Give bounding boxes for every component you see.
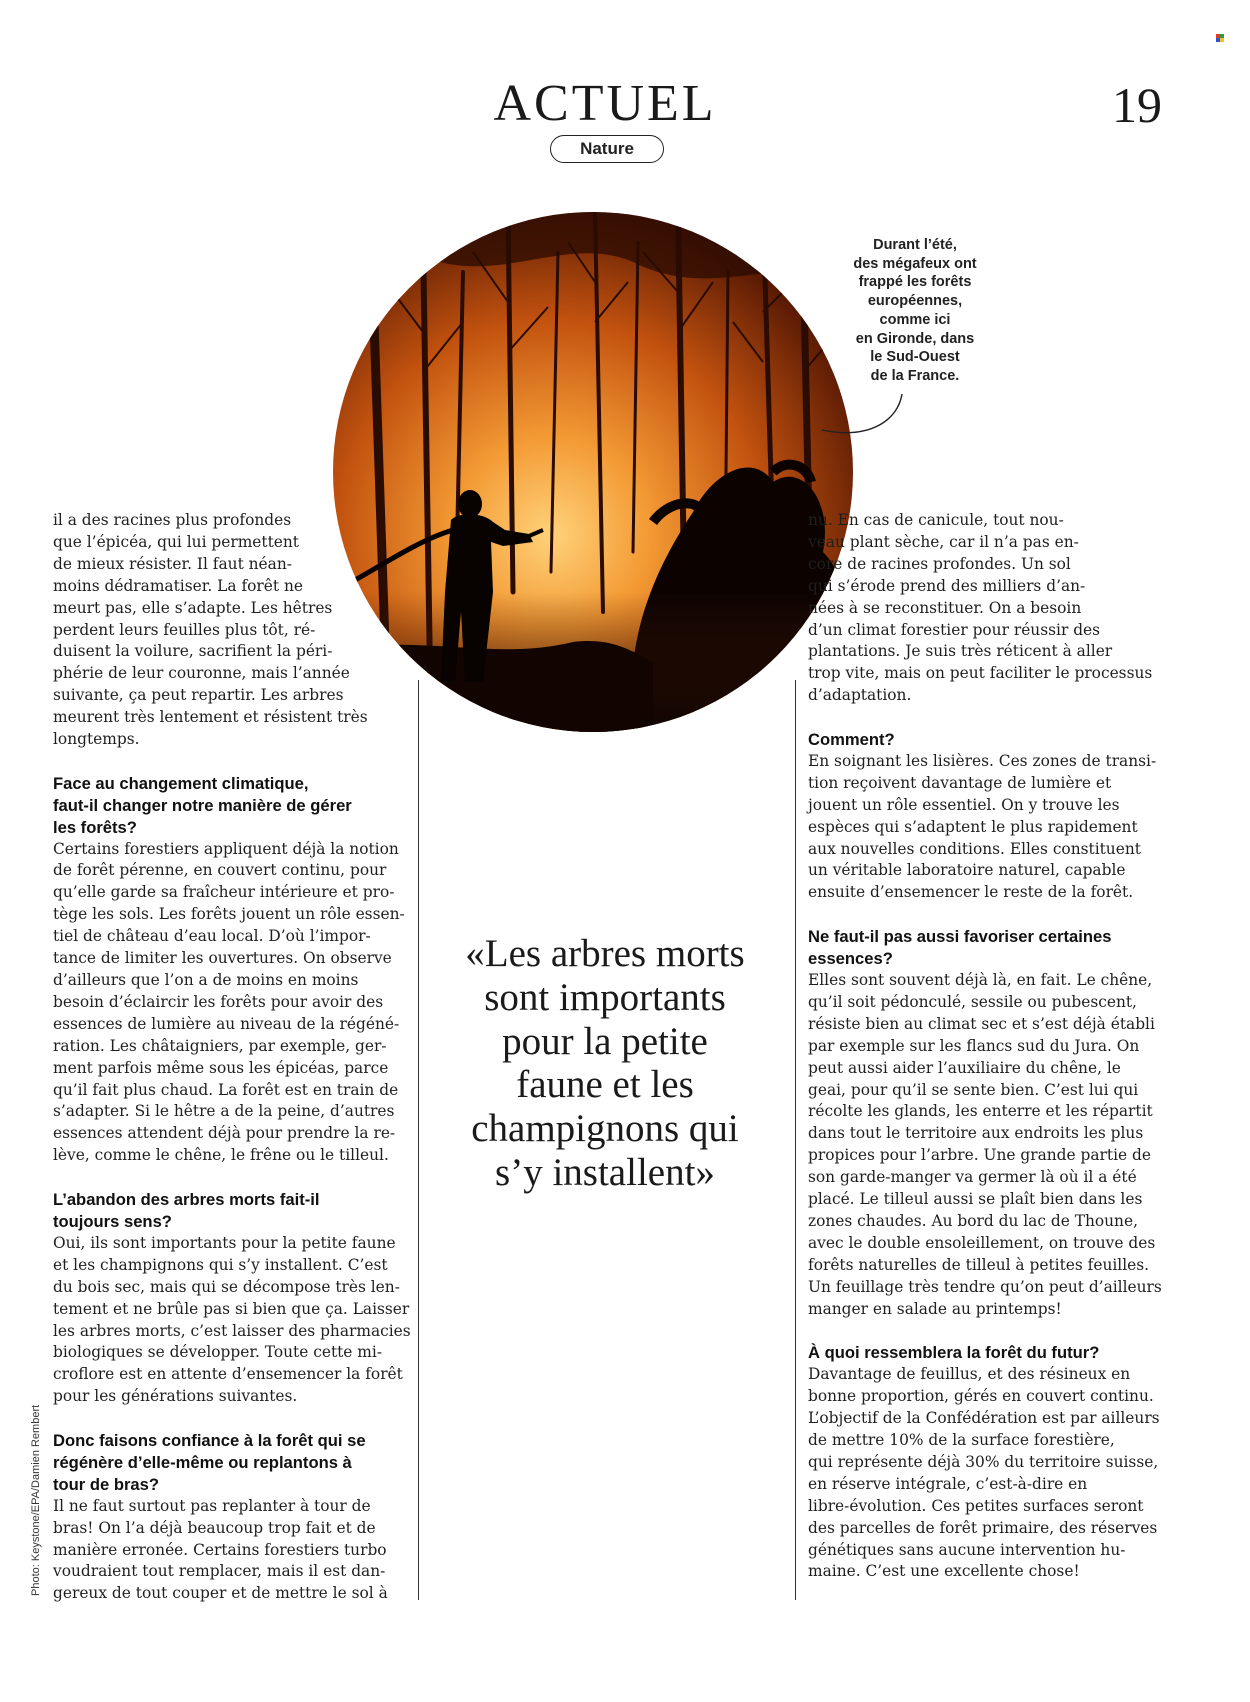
text-line: les arbres morts, c’est laisser des pharmacies (53, 1321, 411, 1340)
left-text-column (53, 510, 413, 1605)
text-line: s’adapter. Si le hêtre a de la peine, d’autres (53, 1102, 395, 1121)
text-line: ment parfois même sous les épicéas, parce (53, 1058, 389, 1077)
text-line: libre-évolution. Ces petites surfaces seront (808, 1496, 1144, 1515)
text-line: avec le double ensoleillement, on trouve des (808, 1233, 1156, 1252)
text-line: essences attendent déjà pour prendre la re- (53, 1124, 396, 1143)
text-line: jouent un rôle essentiel. On y trouve les (808, 795, 1120, 814)
caption-line: comme ici (879, 311, 951, 328)
text-line: suivante, ça peut repartir. Les arbres (53, 686, 344, 705)
caption-line: le Sud-Ouest (870, 349, 960, 366)
question-line: Comment? (808, 730, 895, 750)
text-line: tement et ne brûle pas si bien que ça. Laisser (53, 1299, 410, 1318)
text-line: propices pour l’arbre. Une grande partie de (808, 1146, 1151, 1165)
text-line: lève, comme le chêne, le frêne ou le tilleul. (53, 1146, 389, 1165)
caption-pointer-icon (820, 390, 910, 450)
text-line: qui s’érode prend des milliers d’an- (808, 576, 1086, 595)
caption-line: de la France. (870, 367, 960, 384)
text-line: Certains forestiers appliquent déjà la notion (53, 839, 399, 858)
pull-quote-line: faune et les (516, 1063, 694, 1107)
text-line: en réserve intégrale, c’est-à-dire en (808, 1474, 1088, 1493)
text-line: tion reçoivent davantage de lumière et (808, 773, 1112, 792)
pull-quote (440, 932, 770, 1195)
text-line: ration. Les châtaigniers, par exemple, ger- (53, 1036, 387, 1055)
text-line: de mettre 10% de la surface forestière, (808, 1431, 1115, 1450)
question-line: faut-il changer notre manière de gérer (53, 795, 352, 815)
caption-line: en Gironde, dans (855, 330, 975, 347)
text-line: moins dédramatiser. La forêt ne (53, 576, 303, 595)
text-line: Un feuillage très tendre qu’on peut d’ailleurs (808, 1277, 1162, 1296)
text-line: En soignant les lisières. Ces zones de transi- (808, 751, 1157, 770)
text-line: duisent la voilure, sacrifient la péri- (53, 642, 333, 661)
pull-quote-line: s’y installent» (495, 1150, 715, 1194)
text-line: Elles sont souvent déjà là, en fait. Le chêne, (808, 971, 1153, 989)
text-line: génétiques sans aucune intervention hu- (808, 1540, 1126, 1559)
question-line: L’abandon des arbres morts fait-il (53, 1190, 320, 1210)
text-line: zones chaudes. Au bord du lac de Thoune, (808, 1211, 1138, 1230)
rubric-badge: Nature (550, 135, 664, 163)
text-line: perdent leurs feuilles plus tôt, ré- (53, 620, 316, 639)
text-line: espèces qui s’adaptent le plus rapidement (808, 817, 1138, 836)
question-line: toujours sens? (53, 1211, 172, 1231)
question-line: les forêts? (53, 817, 137, 837)
photo-credit: Photo: Keystone/EPA/Damien Rembert (30, 1404, 42, 1596)
text-line: d’adaptation. (808, 686, 912, 705)
text-line: par exemple sur les flancs sud du Jura. On (808, 1036, 1140, 1055)
text-line: tège les sols. Les forêts jouent un rôle essen- (53, 905, 405, 924)
text-line: maine. C’est une excellente chose! (808, 1562, 1080, 1581)
paragraph (808, 510, 1160, 707)
text-line: son garde-manger va germer là où il a été (808, 1168, 1137, 1187)
text-line: meurent très lentement et résistent très (53, 708, 368, 727)
text-line: peut aussi aider l’auxiliaire du chêne, le (808, 1058, 1121, 1077)
text-line: que l’épicéa, qui lui permettent (53, 532, 299, 551)
text-line: L’objectif de la Confédération est par ailleurs (808, 1409, 1160, 1428)
interview-answer (53, 1233, 413, 1408)
text-line: essences de lumière au niveau de la régéné- (53, 1014, 400, 1033)
text-line: et les champignons qui s’y installent. C’est (53, 1255, 388, 1274)
section-title: ACTUEL (493, 75, 717, 132)
text-line: meurt pas, elle s’adapte. Les hêtres (53, 598, 333, 617)
text-line: gereux de tout couper et de mettre le sol à (53, 1584, 388, 1603)
pull-quote-line: sont importants (484, 975, 726, 1019)
column-divider (795, 680, 796, 1600)
text-line: placé. Le tilleul aussi se plaît bien dans les (808, 1190, 1143, 1209)
text-line: qu’il fait plus chaud. La forêt est en train de (53, 1080, 399, 1099)
text-line: forêts naturelles de tilleul à petites feuilles. (808, 1255, 1150, 1274)
text-line: de forêt pérenne, en couvert continu, pour (53, 861, 387, 880)
text-line: d’ailleurs que l’on a de moins en moins (53, 971, 359, 990)
text-line: bonne proportion, gérés en couvert continu. (808, 1387, 1154, 1406)
text-line: Il ne faut surtout pas replanter à tour de (53, 1496, 371, 1515)
text-line: ensuite d’ensemencer le reste de la forêt. (808, 883, 1134, 902)
text-line: qu’elle garde sa fraîcheur intérieure et pro- (53, 883, 395, 902)
text-line: qui représente déjà 30% du territoire suisse, (808, 1452, 1159, 1471)
paragraph (53, 510, 413, 751)
interview-question (808, 729, 1160, 751)
text-line: manger en salade au printemps! (808, 1299, 1062, 1318)
text-line: du bois sec, mais qui se décompose très len- (53, 1277, 400, 1296)
caption-line: des mégafeux ont (853, 255, 977, 272)
text-line: bras! On l’a déjà beaucoup trop fait et de (53, 1518, 376, 1537)
interview-question (53, 773, 413, 839)
text-line: pour les générations suivantes. (53, 1387, 298, 1406)
caption-line: Durant l’été, (873, 237, 957, 253)
text-line: veau plant sèche, car il n’a pas en- (808, 532, 1079, 551)
text-line: récolte les glands, les enterre et les répartit (808, 1102, 1153, 1121)
text-line: core de racines profondes. Un sol (808, 554, 1071, 573)
text-line: biologiques se développer. Toute cette mi- (53, 1343, 383, 1362)
page-number: 19 (1112, 77, 1162, 133)
interview-question (808, 1342, 1160, 1364)
text-line: un véritable laboratoire naturel, capable (808, 861, 1126, 880)
text-line: de mieux résister. Il faut néan- (53, 554, 292, 573)
text-line: nu. En cas de canicule, tout nou- (808, 511, 1064, 529)
text-line: phérie de leur couronne, mais l’année (53, 664, 350, 683)
question-line: régénère d’elle-même ou replantons à (53, 1452, 352, 1472)
text-line: il a des racines plus profondes (53, 511, 292, 529)
caption-line: européennes, (867, 293, 963, 310)
text-line: trop vite, mais on peut faciliter le processus (808, 664, 1153, 683)
interview-answer (808, 751, 1160, 904)
interview-answer (53, 1496, 413, 1606)
question-line: Face au changement climatique, (53, 773, 309, 793)
text-line: croflore est en attente d’ensemencer la forêt (53, 1365, 403, 1384)
text-line: tance de limiter les ouvertures. On observe (53, 949, 392, 968)
pull-quote-line: champignons qui (471, 1107, 739, 1151)
pull-quote-line: «Les arbres morts (465, 932, 745, 975)
pull-quote-line: pour la petite (502, 1019, 708, 1063)
text-line: dans tout le territoire aux endroits les plus (808, 1124, 1144, 1143)
text-line: aux nouvelles conditions. Elles constituent (808, 839, 1141, 858)
interview-answer (808, 1364, 1160, 1583)
text-line: voudraient tout remplacer, mais il est dan- (53, 1562, 386, 1581)
text-line: résiste bien au climat sec et s’est déjà établi (808, 1014, 1155, 1033)
interview-answer (808, 970, 1160, 1321)
text-line: des parcelles de forêt primaire, des réserves (808, 1518, 1158, 1537)
photo-caption (830, 236, 1000, 386)
text-line: longtemps. (53, 730, 140, 749)
caption-line: frappé les forêts (858, 274, 972, 291)
question-line: Ne faut-il pas aussi favoriser certaines (808, 927, 1112, 947)
question-line: essences? (808, 949, 893, 969)
text-line: Oui, ils sont importants pour la petite faune (53, 1233, 396, 1252)
text-line: Davantage de feuillus, et des résineux en (808, 1365, 1131, 1384)
color-registration-mark (1216, 34, 1224, 42)
text-line: d’un climat forestier pour réussir des (808, 620, 1101, 639)
text-line: tiel de château d’eau local. D’où l’impor- (53, 927, 371, 946)
text-line: besoin d’éclaircir les forêts pour avoir des (53, 992, 384, 1011)
text-line: manière erronée. Certains forestiers turbo (53, 1540, 387, 1559)
right-text-column (808, 510, 1160, 1583)
text-line: nées à se reconstituer. On a besoin (808, 598, 1082, 617)
interview-question (53, 1430, 413, 1496)
column-divider (418, 680, 419, 1600)
text-line: geai, pour qu’il se sente bien. C’est lui qui (808, 1080, 1139, 1099)
question-line: tour de bras? (53, 1474, 160, 1494)
text-line: plantations. Je suis très réticent à aller (808, 642, 1113, 661)
question-line: Donc faisons confiance à la forêt qui se (53, 1431, 366, 1451)
interview-question (53, 1189, 413, 1233)
question-line: À quoi ressemblera la forêt du futur? (808, 1343, 1100, 1363)
interview-answer (53, 839, 413, 1168)
interview-question (808, 926, 1160, 970)
text-line: qu’il soit pédonculé, sessile ou pubescent, (808, 992, 1137, 1011)
